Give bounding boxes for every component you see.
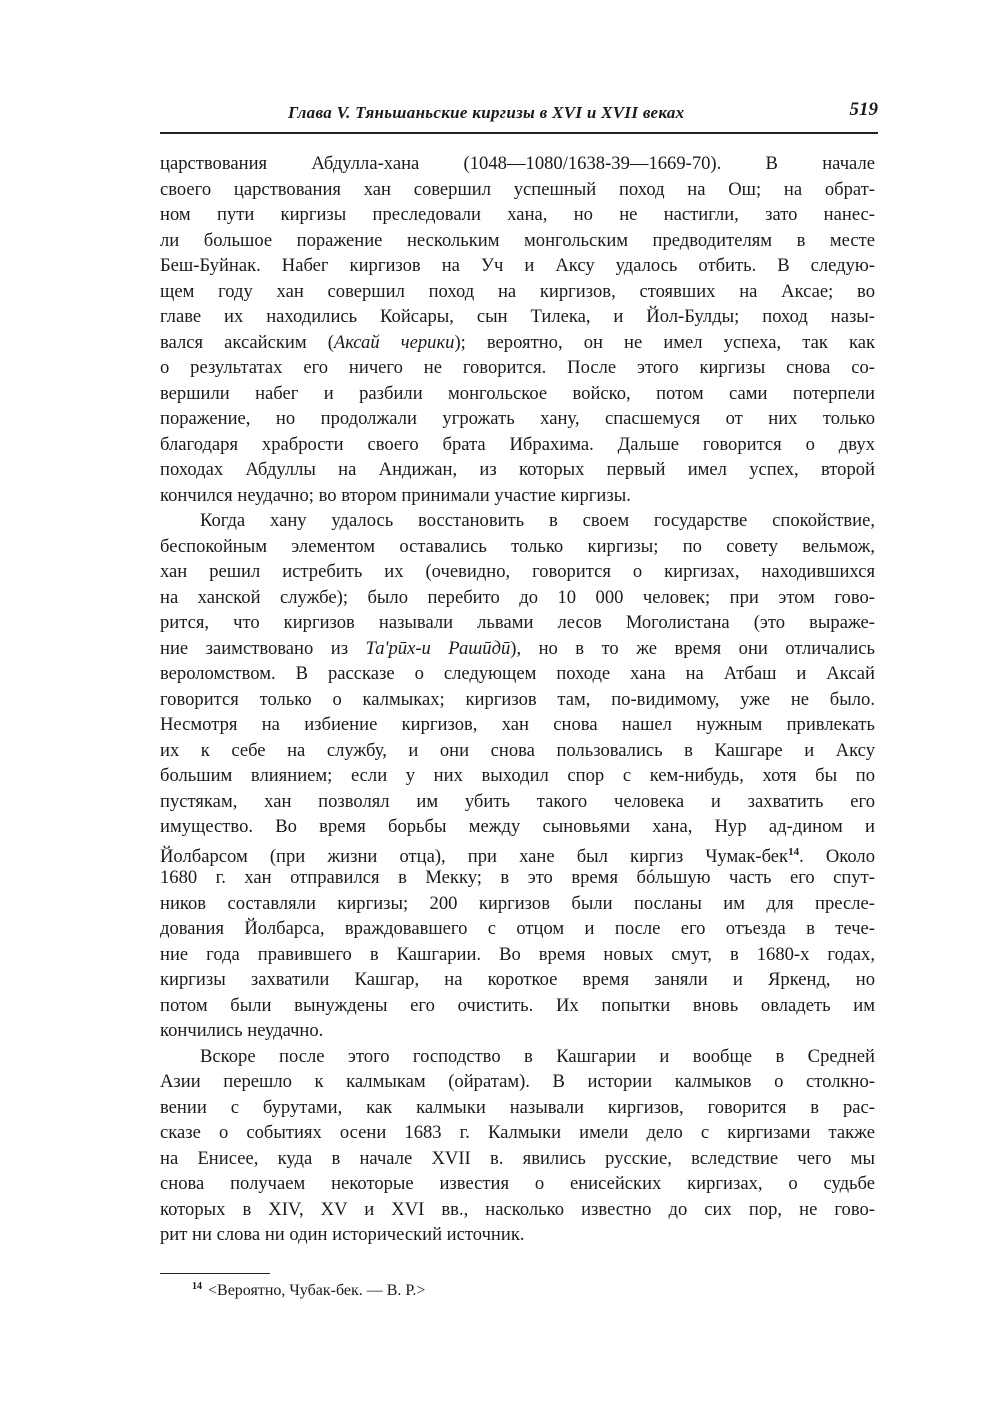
italic-term: Аксай черики [333, 331, 455, 353]
text-line [160, 738, 875, 764]
line-text: поражение, но продолжали угрожать хану, спасшемуся от них только [160, 408, 875, 429]
text-line [160, 789, 875, 815]
text-line [160, 228, 875, 254]
text-line [160, 763, 875, 789]
text-line [160, 355, 875, 381]
text-line [160, 942, 875, 968]
text-line [160, 1197, 875, 1223]
page-number: 519 [849, 99, 878, 120]
text-line [160, 483, 875, 509]
line-text: вался аксайским ( [160, 331, 334, 353]
italic-term: Та'рӣх-и Рашӣдӣ [365, 637, 511, 659]
line-text: ние года правившего в Кашгарии. Во время новых смут, в 1680-х годах, [160, 943, 875, 965]
text-line [160, 202, 875, 228]
line-text: киргизы захватили Кашгар, на короткое время заняли и Яркенд, но [160, 969, 875, 990]
text-line [160, 1095, 875, 1121]
text-line [160, 916, 875, 942]
line-text: 1680 г. хан отправился в Мекку; в это время бóльшую часть его спут- [160, 867, 875, 888]
text-line [160, 661, 875, 687]
line-text: сказе о событиях осени 1683 г. Калмыки имели дело с киргизами также [160, 1122, 875, 1143]
line-text: Йолбарсом (при жизни отца), при хане был киргиз Чумак-бек [160, 845, 789, 867]
line-text: кончились неудачно. [160, 1020, 324, 1041]
footnote-rule [160, 1273, 270, 1274]
text-line [160, 1044, 875, 1070]
line-text: Несмотря на избиение киргизов, хан снова нашел нужным привлекать [160, 714, 875, 735]
text-line [160, 814, 875, 840]
line-text: благодаря храбрости своего брата Ибрахима. Дальше говорится о двух [160, 433, 875, 455]
line-text: рится, что киргизов называли львами лесов Моголистана (это выраже- [160, 612, 875, 633]
line-text: ников составляли киргизы; 200 киргизов были посланы им для пресле- [160, 892, 875, 914]
line-text: главе их находились Койсары, сын Тилека, и Йол-Булды; поход назы- [160, 306, 875, 327]
text-line [160, 406, 875, 432]
line-text: походах Абдуллы на Андижан, из которых первый имел успех, второй [160, 459, 875, 480]
line-text: ), но в то же время они отличались [510, 637, 875, 659]
line-text: имущество. Во время борьбы между сыновьями хана, Нур ад-дином и [160, 816, 875, 837]
line-text: ние заимствовано из [160, 637, 366, 659]
line-text: щем году хан совершил поход на киргизов, стоявших на Аксае; во [160, 280, 875, 302]
text-line [160, 457, 875, 483]
text-line [160, 891, 875, 917]
line-text: их к себе на службу, и они снова пользовались в Кашгаре и Аксу [160, 739, 875, 761]
line-text: Вскоре после этого господство в Кашгарии и вообще в Средней [200, 1045, 875, 1067]
text-line [160, 177, 875, 203]
text-line [160, 432, 875, 458]
footnote [192, 1281, 425, 1300]
line-text: хан решил истребить их (очевидно, говорится о киргизах, находившихся [160, 561, 875, 582]
line-text: которых в XIV, XV и XVI вв., насколько известно до сих пор, не гово- [160, 1198, 875, 1220]
text-line [160, 1069, 875, 1095]
line-text: потом были вынуждены его очистить. Их попытки вновь овладеть им [160, 994, 875, 1016]
line-text: вении с бурутами, как калмыки называли киргизов, говорится в рас- [160, 1096, 875, 1118]
line-text: Когда хану удалось восстановить в своем государстве спокойствие, [200, 510, 875, 531]
text-line [160, 610, 875, 636]
text-line [160, 585, 875, 611]
text-line [160, 151, 875, 177]
line-text: пустякам, хан позволял им убить такого человека и захватить его [160, 790, 875, 812]
footnote-marker: 14 [192, 1281, 202, 1292]
text-line [160, 865, 875, 891]
line-text: ли большое поражение нескольким монгольским предводителям в месте [160, 229, 875, 251]
line-text: ); вероятно, он не имел успеха, так как [454, 331, 875, 353]
line-text: Беш-Буйнак. Набег киргизов на Уч и Аксу удалось отбить. В следую- [160, 255, 875, 276]
text-line [160, 1222, 875, 1248]
line-text: кончился неудачно; во втором принимали участие киргизы. [160, 484, 631, 506]
text-line [160, 840, 875, 866]
text-line [160, 304, 875, 330]
main-text [160, 151, 875, 1248]
line-text: на Енисее, куда в начале XVII в. явились русские, вследствие чего мы [160, 1147, 875, 1169]
line-text: Азии перешло к калмыкам (ойратам). В истории калмыков о столкно- [160, 1071, 875, 1092]
line-text: своего царствования хан совершил успешный поход на Ош; на обрат- [160, 178, 875, 200]
text-line [160, 534, 875, 560]
text-line [160, 1018, 875, 1044]
text-line [160, 1120, 875, 1146]
line-text: говорится только о калмыках; киргизов там, по-видимому, уже не было. [160, 688, 875, 710]
text-line [160, 636, 875, 662]
text-line [160, 330, 875, 356]
line-text: вероломством. В рассказе о следующем походе хана на Атбаш и Аксай [160, 663, 875, 684]
line-text: снова получаем некоторые известия о енисейских киргизах, о судьбе [160, 1173, 875, 1194]
text-line [160, 1171, 875, 1197]
line-text: дования Йолбарса, враждовавшего с отцом и после его отъезда в тече- [160, 918, 875, 939]
line-text: о результатах его ничего не говорится. После этого киргизы снова со- [160, 357, 875, 378]
chapter-title: Глава V. Тяньшаньские киргизы в XVI и XVII веках [288, 103, 685, 122]
line-text: царствования Абдулла-хана (1048—1080/1638-39—1669-70). В начале [160, 153, 875, 174]
line-text: большим влиянием; если у них выходил спор с кем-нибудь, хотя бы по [160, 765, 875, 786]
text-line [160, 508, 875, 534]
line-text: вершили набег и разбили монгольское войско, потом сами потерпели [160, 382, 875, 404]
line-text: рит ни слова ни один исторический источник. [160, 1224, 525, 1245]
text-line [160, 253, 875, 279]
line-text: . Около [799, 845, 875, 867]
header-rule [160, 132, 878, 134]
running-head [160, 99, 878, 129]
text-line [160, 279, 875, 305]
text-line [160, 712, 875, 738]
line-text: на ханской службе); было перебито до 10 000 человек; при этом гово- [160, 586, 875, 608]
line-text: беспокойным элементом оставались только киргизы; по совету вельмож, [160, 535, 875, 557]
footnote-reference: 14 [788, 845, 800, 858]
line-text: ном пути киргизы преследовали хана, но не настигли, зато нанес- [160, 204, 875, 225]
text-line [160, 687, 875, 713]
text-line [160, 381, 875, 407]
text-line [160, 559, 875, 585]
text-line [160, 1146, 875, 1172]
text-line [160, 993, 875, 1019]
text-line [160, 967, 875, 993]
footnote-text: <Вероятно, Чубак-бек. — В. Р.> [208, 1282, 426, 1299]
